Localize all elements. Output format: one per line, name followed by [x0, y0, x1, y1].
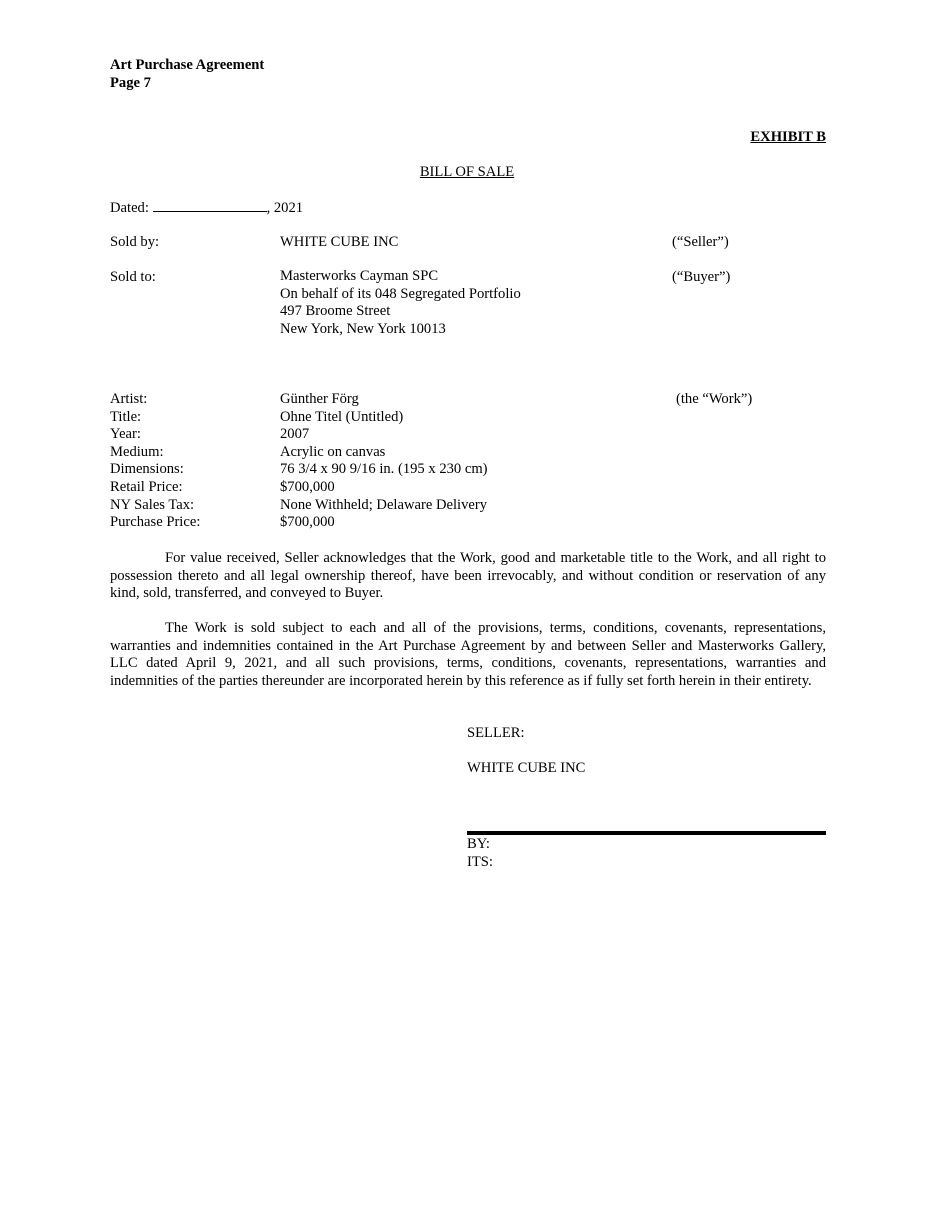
work-value: Günther Förg	[280, 391, 359, 407]
signature-seller-label: SELLER:	[467, 725, 525, 741]
work-value: Ohne Titel (Untitled)	[280, 408, 404, 425]
document-header	[110, 56, 264, 92]
buyer-tag: (“Buyer”)	[672, 269, 731, 285]
work-labels	[110, 391, 200, 532]
work-value: Acrylic on canvas	[280, 443, 386, 460]
signature-line	[467, 831, 826, 835]
buyer-address	[280, 268, 521, 338]
conveyance-text: For value received, Seller acknowledges that the Work, good and marketable title to the Work, and all right to possession thereto and all legal ownership thereof, have been irrevocably, and without condition or reservation of any kind, sold, transferred, and conveyed to Buyer.	[110, 550, 826, 602]
work-label: Dimensions:	[110, 461, 184, 478]
conveyance-paragraph	[110, 550, 826, 603]
work-label: Purchase Price:	[110, 514, 201, 531]
sold-to-label: Sold to:	[110, 269, 156, 285]
work-label: Artist:	[110, 391, 148, 407]
by-label: BY:	[467, 836, 490, 852]
subject-to-paragraph	[110, 620, 826, 690]
work-value: 2007	[280, 426, 310, 443]
work-tag: (the “Work”)	[676, 391, 753, 407]
dated-year: , 2021	[266, 200, 304, 216]
signature-fields	[467, 836, 493, 871]
work-value: None Withheld; Delaware Delivery	[280, 496, 488, 513]
buyer-line: Masterworks Cayman SPC	[280, 268, 439, 284]
header-title: Art Purchase Agreement	[110, 57, 265, 73]
work-value: $700,000	[280, 478, 335, 495]
work-value: 76 3/4 x 90 9/16 in. (195 x 230 cm)	[280, 461, 488, 478]
buyer-line: On behalf of its 048 Segregated Portfolio	[280, 285, 521, 302]
exhibit-label: EXHIBIT B	[750, 129, 826, 145]
work-value: $700,000	[280, 514, 335, 531]
buyer-line: 497 Broome Street	[280, 303, 391, 320]
sold-by-label: Sold by:	[110, 234, 160, 250]
subject-to-text: The Work is sold subject to each and all of the provisions, terms, conditions, covenants, representations, warranties and indemnities contained in the Art Purchase Agreement by and between Seller and Masterworks Gallery, LLC dated April 9, 2021, and all such provisions, terms, conditions, covenants, representations, warranties and indemnities of the parties thereunder are incorporated herein by this reference as if fully set forth herein in their entirety.	[110, 620, 826, 689]
seller-tag: (“Seller”)	[672, 234, 729, 250]
dated-label: Dated:	[110, 200, 149, 216]
its-label: ITS:	[467, 853, 493, 870]
work-label: Title:	[110, 408, 142, 425]
header-page-number: Page 7	[110, 75, 151, 91]
work-values	[280, 391, 488, 532]
dated-line	[110, 199, 303, 217]
work-label: Retail Price:	[110, 478, 183, 495]
seller-name: WHITE CUBE INC	[280, 234, 399, 250]
signature-seller-name: WHITE CUBE INC	[467, 760, 586, 776]
work-label: Year:	[110, 426, 141, 443]
date-blank	[153, 199, 267, 212]
work-label: Medium:	[110, 443, 164, 460]
buyer-line: New York, New York 10013	[280, 320, 446, 337]
bill-of-sale-title: BILL OF SALE	[419, 164, 515, 180]
work-label: NY Sales Tax:	[110, 496, 195, 513]
